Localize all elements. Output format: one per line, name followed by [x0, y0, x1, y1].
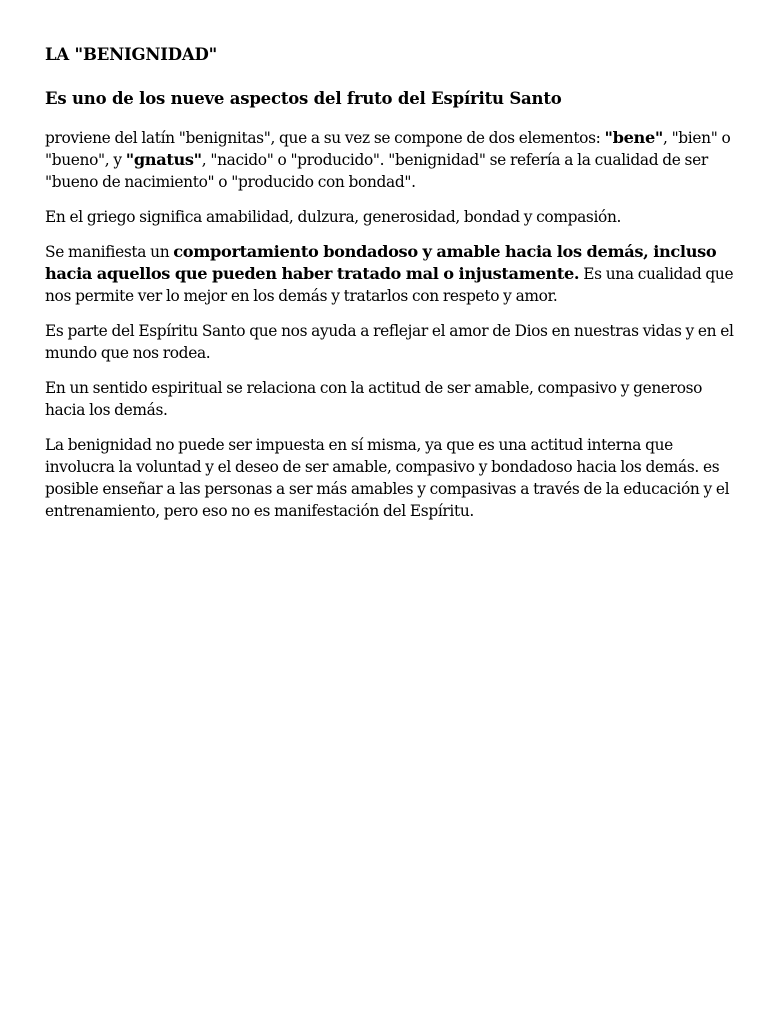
document-title: LA "BENIGNIDAD": [45, 45, 217, 64]
document-subtitle: Es uno de los nueve aspectos del fruto del Espíritu Santo: [45, 89, 562, 108]
paragraph-greek: En el griego significa amabilidad, dulzura, generosidad, bondad y compasión.: [45, 208, 622, 226]
paragraph-manifestation: [45, 241, 735, 307]
bold-term-gnatus: "gnatus": [125, 150, 202, 169]
paragraph-text: Se manifiesta un: [45, 243, 174, 261]
bold-term-bene: "bene": [604, 128, 663, 147]
document-page: [45, 44, 735, 535]
paragraph-text: , "bien" o "bueno", y: [45, 129, 731, 169]
paragraph-etymology: [45, 127, 735, 193]
paragraph-holy-spirit: Es parte del Espíritu Santo que nos ayuda a reflejar el amor de Dios en nuestras vidas y en el mundo que nos rodea.: [45, 322, 734, 362]
bold-phrase-behavior: comportamiento bondadoso y amable hacia los demás, incluso hacia aquellos que pueden haber tratado mal o injustamente.: [45, 242, 717, 283]
paragraph-conclusion: La benignidad no puede ser impuesta en sí misma, ya que es una actitud interna que involucra la voluntad y el deseo de ser amable, compasivo y bondadoso hacia los demás. es posible enseñar a las personas a ser más amables y compasivas a través de la educación y el entrenamiento, pero eso no es manifestación del Espíritu.: [45, 436, 730, 520]
paragraph-text: , "nacido" o "producido". "benignidad" se refería a la cualidad de ser "bueno de nacimiento" o "producido con bondad".: [45, 151, 708, 191]
paragraph-text: proviene del latín "benignitas", que a su vez se compone de dos elementos:: [45, 129, 605, 147]
paragraph-spiritual-sense: En un sentido espiritual se relaciona con la actitud de ser amable, compasivo y generoso hacia los demás.: [45, 379, 703, 419]
paragraph-text: Es una cualidad que nos permite ver lo mejor en los demás y tratarlos con respeto y amor.: [45, 265, 734, 305]
